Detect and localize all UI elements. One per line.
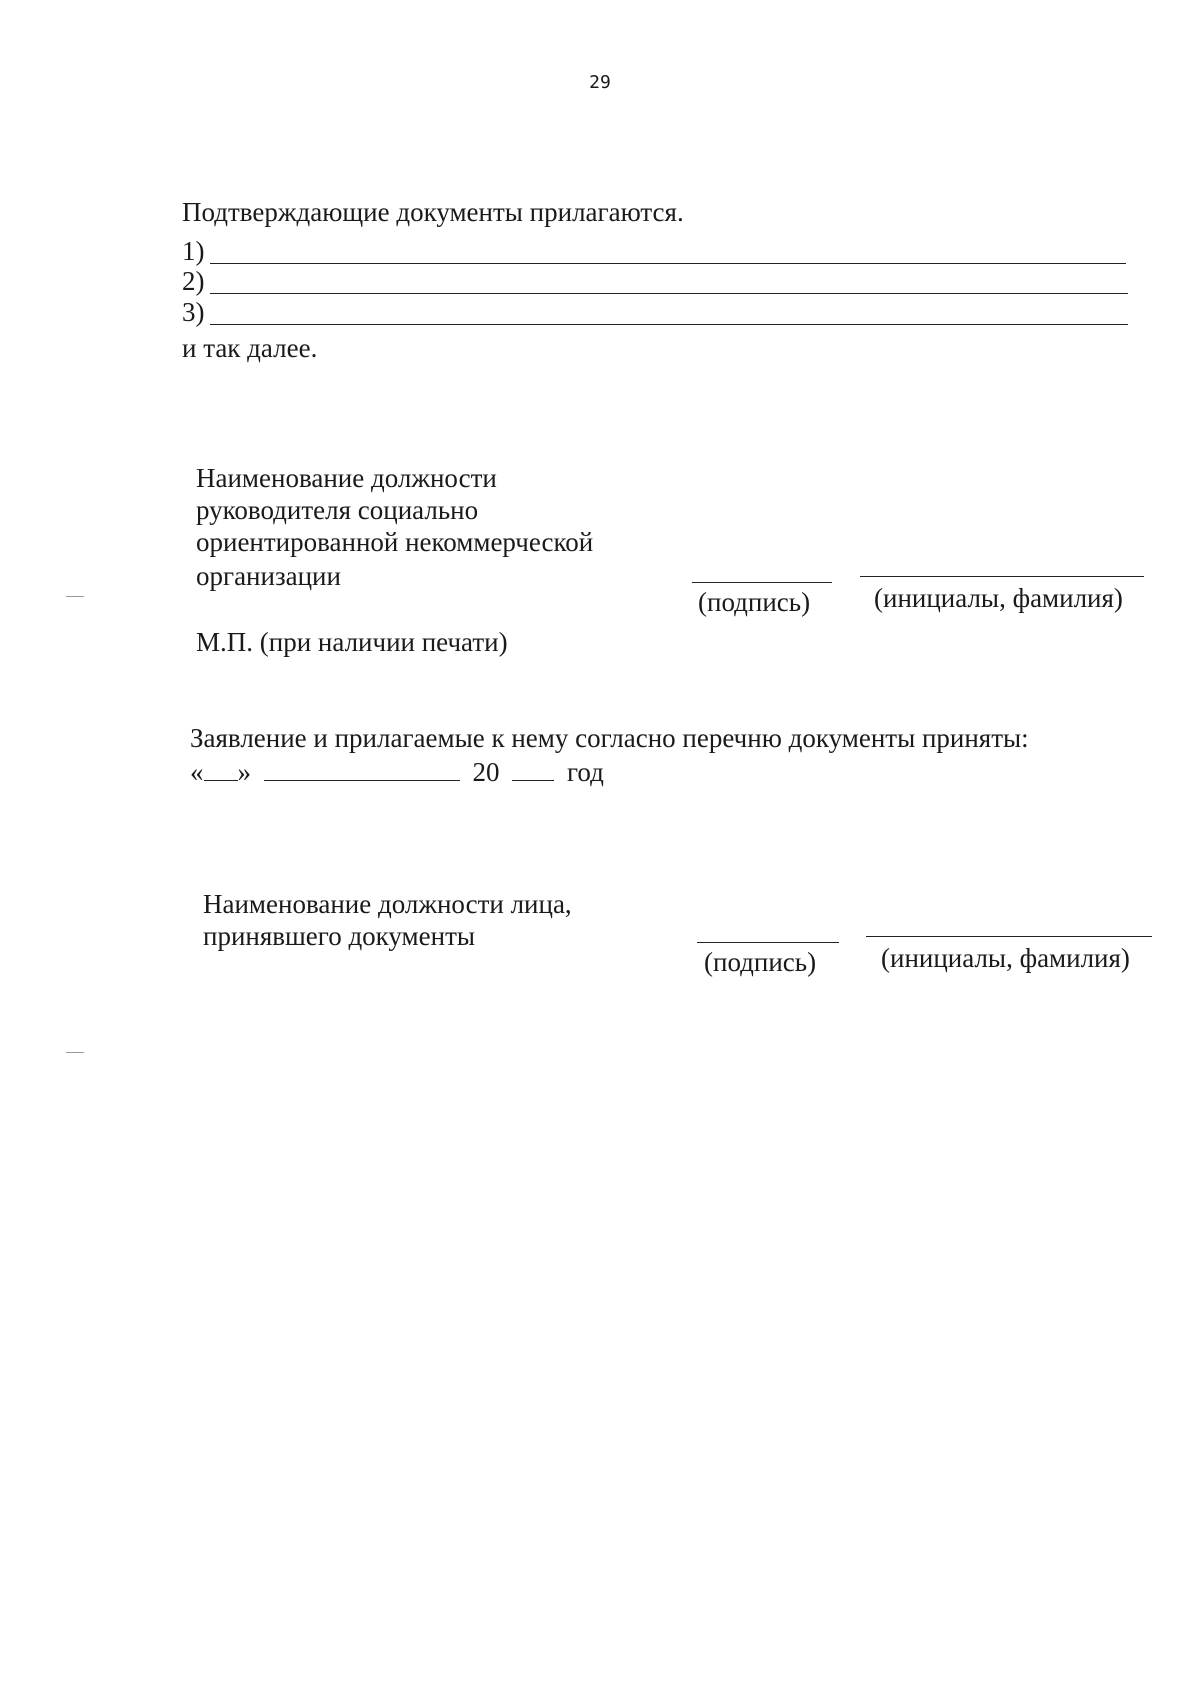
head-name-line[interactable] — [860, 576, 1144, 577]
head-position-line-4: организации — [196, 561, 341, 591]
receiver-name-line[interactable] — [866, 936, 1152, 937]
attachment-fill-line[interactable] — [210, 324, 1128, 325]
receiver-signature-caption: (подпись) — [704, 947, 817, 977]
acceptance-date-row — [190, 756, 604, 788]
page-number: 29 — [589, 72, 611, 93]
receiver-position-line-1: Наименование должности лица, — [203, 889, 572, 919]
date-year-prefix: 20 — [472, 757, 500, 787]
attachment-item-3 — [182, 297, 1132, 327]
head-position-line-3: ориентированной некоммерческой — [196, 527, 594, 557]
attachment-item-2 — [182, 266, 1132, 296]
scan-mark — [66, 1052, 84, 1053]
head-signature-line[interactable] — [692, 582, 832, 583]
receiver-name-caption: (инициалы, фамилия) — [881, 943, 1130, 973]
attachment-fill-line[interactable] — [210, 293, 1128, 294]
scan-mark — [66, 596, 84, 597]
seal-note: М.П. (при наличии печати) — [196, 627, 508, 657]
date-year-blank[interactable] — [512, 756, 554, 781]
receiver-signature-line[interactable] — [697, 942, 839, 943]
head-position-line-1: Наименование должности — [196, 463, 497, 493]
receiver-position-line-2: принявшего документы — [203, 921, 476, 951]
date-month-blank[interactable] — [264, 756, 460, 781]
head-position-line-2: руководителя социально — [196, 495, 479, 525]
attachments-heading: Подтверждающие документы прилагаются. — [182, 197, 684, 227]
head-name-caption: (инициалы, фамилия) — [874, 583, 1123, 613]
date-day-blank[interactable] — [204, 756, 238, 781]
date-year-suffix: год — [567, 757, 604, 787]
head-signature-caption: (подпись) — [698, 587, 811, 617]
attachments-etc: и так далее. — [182, 333, 318, 363]
attachment-item-1 — [182, 236, 1132, 266]
attachment-number: 1) — [182, 236, 205, 266]
attachment-fill-line[interactable] — [210, 263, 1126, 264]
attachment-number: 3) — [182, 297, 205, 327]
attachment-number: 2) — [182, 266, 205, 296]
acceptance-statement: Заявление и прилагаемые к нему согласно перечню документы приняты: — [190, 723, 1029, 753]
date-close-quote: » — [237, 757, 251, 787]
date-open-quote: « — [190, 757, 204, 787]
